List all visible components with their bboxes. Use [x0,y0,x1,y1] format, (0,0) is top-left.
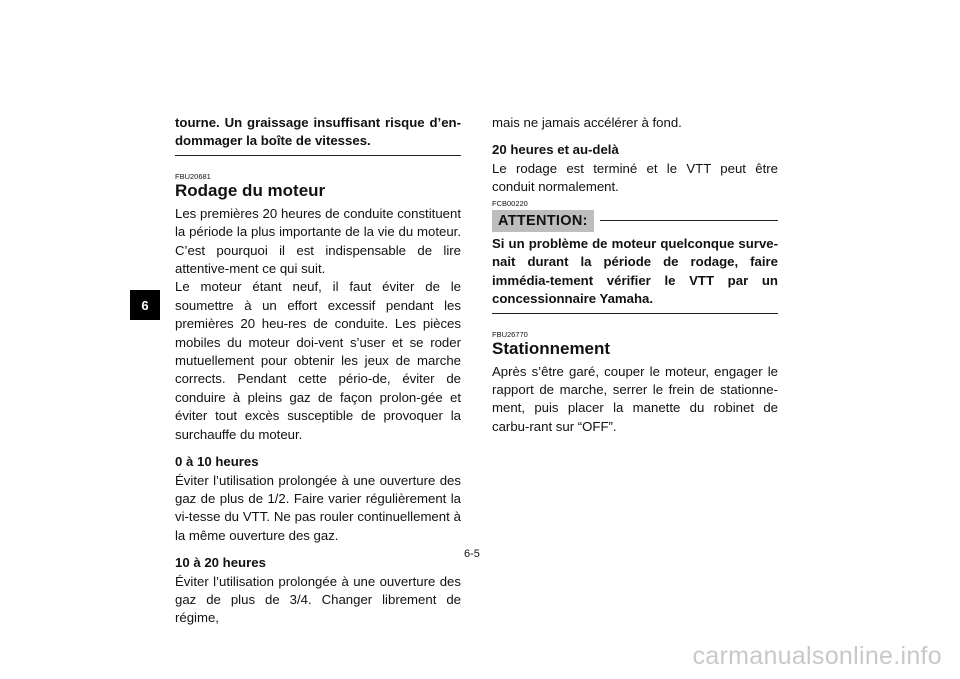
left-column [175,114,461,628]
attention-header [492,210,778,232]
subheading-10-20: 10 à 20 heures [175,555,266,571]
section-title-rodage: Rodage du moteur [175,180,326,200]
paragraph: Le moteur étant neuf, il faut éviter de le soumettre à un effort excessif pendant les premières 20 heu-res de conduite. Les pièces mobiles du moteur doi-vent s’user et se roder mutuellement pour obtenir les jeux de marche corrects. Pendant cette pério-de, éviter de conduire à pleins gaz de façon prolon-gée et éviter tout excès susceptible de provoquer la surchauffe du moteur. [175,279,461,442]
paragraph: mais ne jamais accélérer à fond. [492,115,682,130]
section-code: FBU26770 [492,329,528,339]
paragraph: Le rodage est terminé et le VTT peut être conduit normalement. [492,160,778,195]
right-column [492,114,778,436]
attention-label: ATTENTION: [492,210,594,232]
watermark: carmanualsonline.info [692,642,942,670]
warning-rule [175,155,461,156]
subheading-20-plus: 20 heures et au-delà [492,142,619,158]
section-code: FBU20681 [175,171,211,181]
paragraph: Éviter l’utilisation prolongée à une ouverture des gaz de plus de 1/2. Faire varier régulièrement la vi-tesse du VTT. Ne pas rouler continuellement à la même ouverture des gaz. [175,472,461,543]
paragraph: Après s’être garé, couper le moteur, engager le rapport de marche, serrer le frein de stationne-ment, puis placer la manette du robinet de carbu-rant sur “OFF”. [492,363,778,434]
page-number: 6-5 [464,548,480,560]
intro-warning: tourne. Un graissage insuffisant risque d’en-dommager la boîte de vitesses. [175,115,461,149]
section-code: FCB00220 [492,198,528,208]
attention-text: Si un problème de moteur quelconque surve-nait durant la période de rodage, faire immédia-tement vérifier le VTT par un concessionnaire Yamaha. [492,236,778,307]
paragraph: Les premières 20 heures de conduite constituent la période la plus importante de la vie du moteur. C’est pourquoi il est indispensable de lire attentive-ment ce qui suit. [175,205,461,277]
chapter-tab: 6 [130,290,160,320]
attention-end-rule [492,313,778,314]
section-title-stationnement: Stationnement [492,338,611,358]
paragraph: Éviter l’utilisation prolongée à une ouverture des gaz de plus de 3/4. Changer librement de régime, [175,573,461,626]
attention-rule [600,220,778,221]
subheading-0-10: 0 à 10 heures [175,454,259,470]
